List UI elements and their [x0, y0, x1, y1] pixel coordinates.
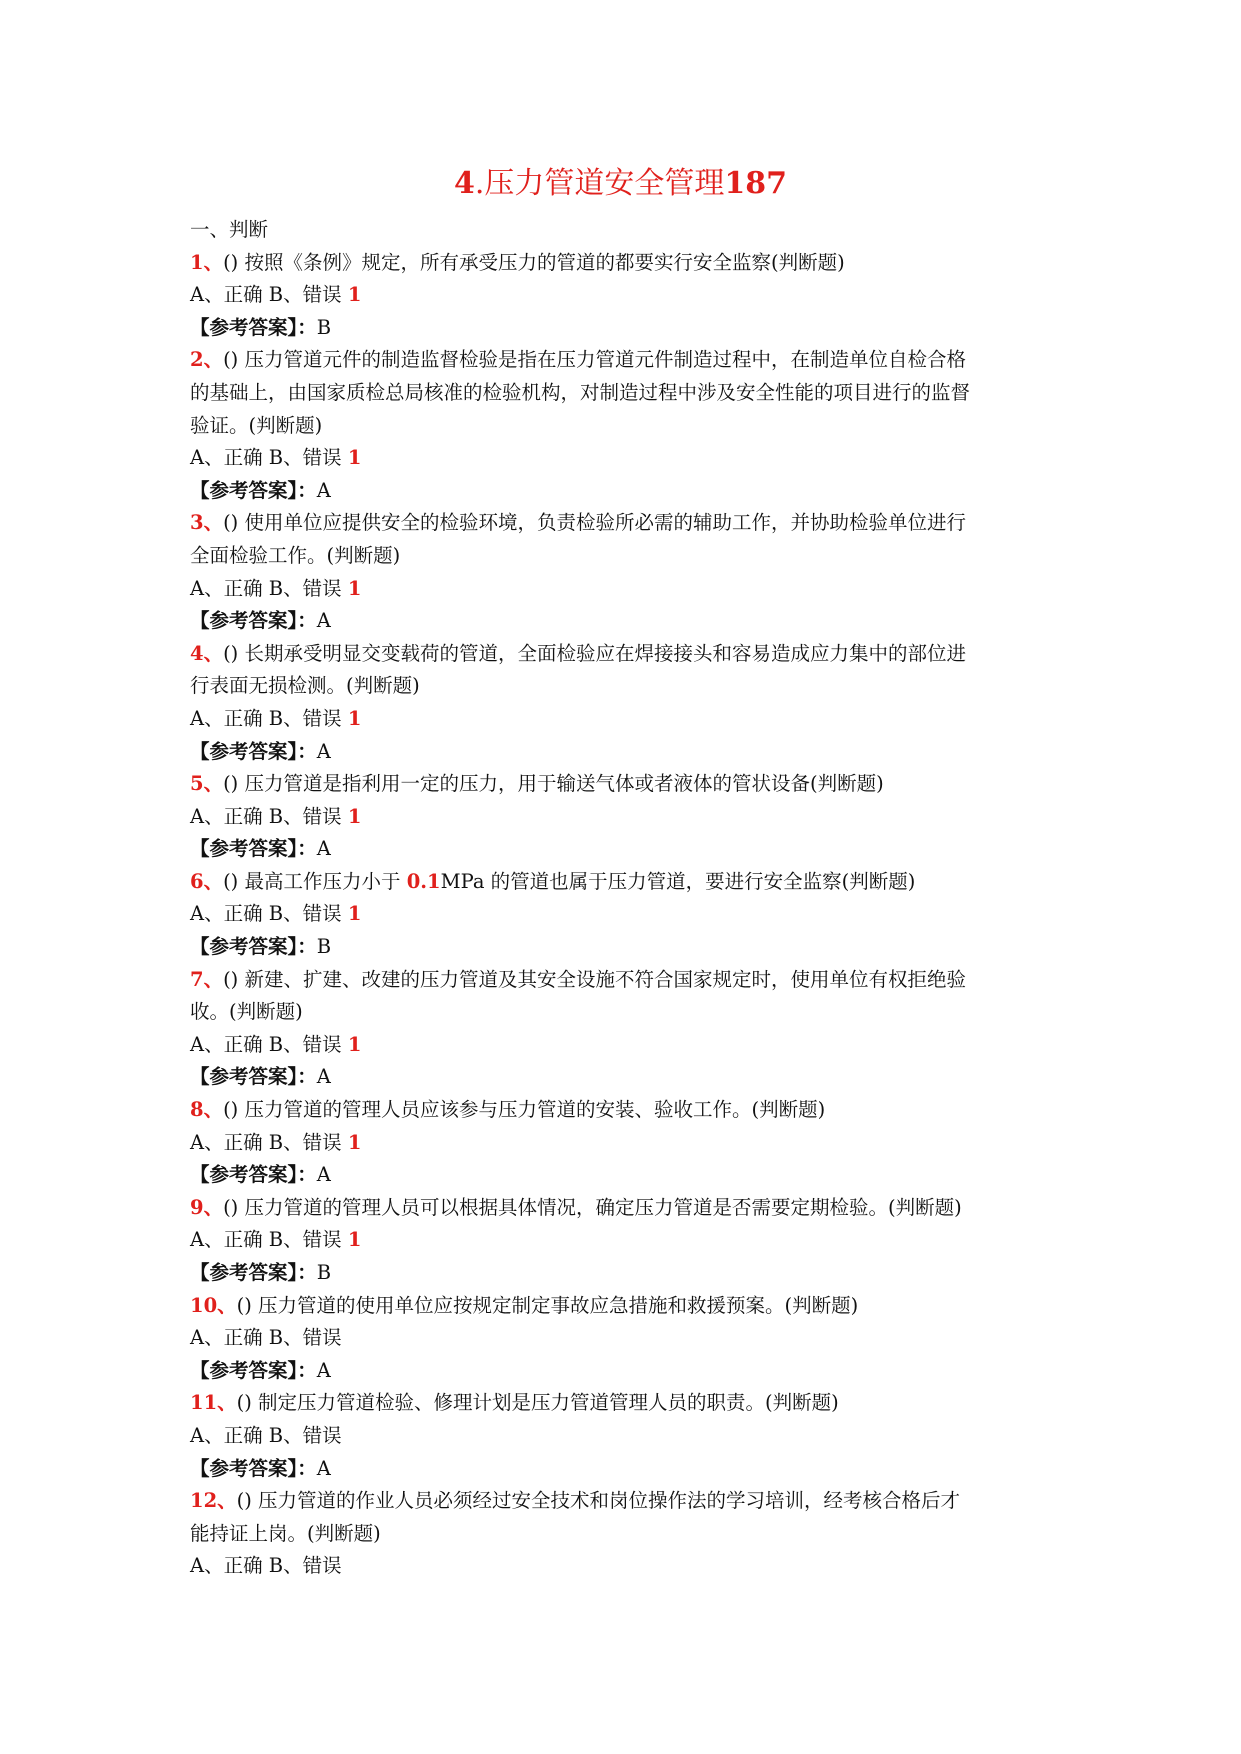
answer-label: 【参考答案】: [190, 315, 298, 339]
title-number: 4: [453, 166, 475, 201]
question-text-line: [190, 247, 1060, 280]
question-text-line: [190, 670, 1060, 703]
options-line: [190, 1322, 1060, 1355]
question-text-line: [190, 1387, 1060, 1420]
question-text: 能持证上岗。(判断题): [190, 1521, 381, 1545]
answer-colon: ：: [297, 739, 317, 763]
options-text: A、正确 B、错误: [190, 1032, 342, 1056]
question-text-line: [190, 540, 1060, 573]
answer-colon: ：: [297, 935, 317, 959]
options-text: A、正确 B、错误: [190, 1554, 342, 1578]
question-text-line: [190, 964, 1060, 997]
answer-label: 【参考答案】: [190, 935, 298, 959]
question-text: 的基础上，由国家质检总局核准的检验机构，对制造过程中涉及安全性能的项目进行的监督: [190, 380, 971, 404]
question-number: 5、: [190, 772, 224, 796]
answer-line: [190, 1159, 1060, 1192]
question-text: () 最高工作压力小于: [223, 869, 407, 893]
answer-line: [190, 605, 1060, 638]
options-text: A、正确 B、错误: [190, 283, 342, 307]
answer-colon: ：: [297, 1065, 317, 1089]
question-text: 收。(判断题): [190, 1000, 303, 1024]
question-text: () 新建、扩建、改建的压力管道及其安全设施不符合国家规定时，使用单位有权拒绝验: [223, 967, 966, 991]
answer-value: A: [316, 1065, 331, 1089]
options-line: [190, 1029, 1060, 1062]
answer-label: 【参考答案】: [190, 837, 298, 861]
option-mark: 1: [347, 1130, 362, 1154]
options-text: A、正确 B、错误: [190, 446, 342, 470]
option-mark: 1: [347, 283, 362, 307]
options-text: A、正确 B、错误: [190, 706, 342, 730]
options-line: [190, 1420, 1060, 1453]
question-text-line: [190, 344, 1060, 377]
question-text-line: [190, 638, 1060, 671]
answer-colon: ：: [297, 478, 317, 502]
answer-value: A: [316, 739, 331, 763]
section-heading: 一、判断: [190, 218, 269, 241]
answer-line: [190, 312, 1060, 345]
answer-label: 【参考答案】: [190, 1065, 298, 1089]
answer-label: 【参考答案】: [190, 1261, 298, 1284]
question-text: () 压力管道的管理人员应该参与压力管道的安装、验收工作。(判断题): [223, 1098, 826, 1122]
question-text: () 按照《条例》规定，所有承受压力的管道的都要实行安全监察(判断题): [223, 250, 845, 274]
highlighted-value: 0.1: [406, 869, 441, 893]
question-text: 行表面无损检测。(判断题): [190, 674, 420, 698]
question-text: MPa 的管道也属于压力管道，要进行安全监察(判断题): [440, 869, 916, 893]
options-text: A、正确 B、错误: [190, 576, 342, 600]
question-text: 验证。(判断题): [190, 413, 323, 437]
question-number: 2、: [190, 348, 224, 372]
option-mark: 1: [347, 446, 362, 470]
options-line: [190, 573, 1060, 606]
answer-colon: ：: [297, 1358, 317, 1382]
question-number: 4、: [190, 641, 224, 665]
question-text-line: [190, 1485, 1060, 1518]
title-text: .压力管道安全管理: [474, 166, 725, 201]
answer-value: B: [316, 935, 332, 959]
question-text-line: [190, 410, 1060, 443]
answer-line: [190, 931, 1060, 964]
question-list: [190, 214, 1060, 1583]
question-text-line: [190, 866, 1060, 899]
answer-label: 【参考答案】: [190, 609, 298, 633]
answer-colon: ：: [297, 609, 317, 633]
options-line: [190, 1550, 1060, 1583]
question-text-line: [190, 768, 1060, 801]
answer-line: [190, 1355, 1060, 1388]
answer-label: 【参考答案】: [190, 1358, 298, 1382]
question-text-line: [190, 377, 1060, 410]
options-text: A、正确 B、错误: [190, 804, 342, 828]
question-text-line: [190, 996, 1060, 1029]
question-number: 12、: [190, 1489, 237, 1513]
answer-line: [190, 833, 1060, 866]
question-text-line: [190, 1192, 1060, 1225]
answer-label: 【参考答案】: [190, 739, 298, 763]
title-code: 187: [724, 166, 788, 201]
question-number: 8、: [190, 1098, 224, 1122]
answer-label: 【参考答案】: [190, 1163, 298, 1187]
question-text-line: [190, 1290, 1060, 1323]
option-mark: 1: [347, 706, 362, 730]
answer-line: [190, 1453, 1060, 1486]
options-text: A、正确 B、错误: [190, 1228, 342, 1252]
options-text: A、正确 B、错误: [190, 1423, 342, 1447]
document-title: [0, 160, 1241, 208]
answer-colon: ：: [297, 837, 317, 861]
question-number: 3、: [190, 511, 224, 535]
options-line: [190, 898, 1060, 931]
answer-value: A: [316, 478, 331, 502]
answer-colon: ：: [297, 1456, 317, 1480]
question-text: () 压力管道的使用单位应按规定制定事故应急措施和救援预案。(判断题): [236, 1293, 859, 1317]
answer-colon: ：: [297, 1261, 317, 1284]
answer-value: A: [316, 837, 331, 861]
question-number: 11、: [190, 1391, 237, 1415]
question-text: () 长期承受明显交变载荷的管道，全面检验应在焊接接头和容易造成应力集中的部位进: [223, 641, 966, 665]
answer-line: [190, 1257, 1060, 1290]
answer-value: A: [316, 609, 331, 633]
option-mark: 1: [347, 1032, 362, 1056]
question-text: () 压力管道是指利用一定的压力，用于输送气体或者液体的管状设备(判断题): [223, 772, 884, 796]
options-text: A、正确 B、错误: [190, 902, 342, 926]
question-text: () 使用单位应提供安全的检验环境，负责检验所必需的辅助工作，并协助检验单位进行: [223, 511, 966, 535]
answer-line: [190, 475, 1060, 508]
question-text: () 压力管道元件的制造监督检验是指在压力管道元件制造过程中，在制造单位自检合格: [223, 348, 966, 372]
option-mark: 1: [347, 902, 362, 926]
options-text: A、正确 B、错误: [190, 1130, 342, 1154]
option-mark: 1: [347, 576, 362, 600]
answer-label: 【参考答案】: [190, 478, 298, 502]
answer-value: A: [316, 1456, 331, 1480]
option-mark: 1: [347, 1228, 362, 1252]
question-text: () 压力管道的管理人员可以根据具体情况，确定压力管道是否需要定期检验。(判断题): [223, 1195, 962, 1219]
options-line: [190, 442, 1060, 475]
answer-value: B: [316, 1261, 332, 1284]
question-number: 1、: [190, 250, 224, 274]
options-line: [190, 801, 1060, 834]
answer-colon: ：: [297, 1163, 317, 1187]
options-line: [190, 1224, 1060, 1257]
question-text: 全面检验工作。(判断题): [190, 543, 401, 567]
question-text-line: [190, 1518, 1060, 1551]
option-mark: 1: [347, 804, 362, 828]
options-line: [190, 703, 1060, 736]
question-text-line: [190, 1094, 1060, 1127]
question-text: () 压力管道的作业人员必须经过安全技术和岗位操作法的学习培训，经考核合格后才: [236, 1489, 961, 1513]
answer-label: 【参考答案】: [190, 1456, 298, 1480]
answer-line: [190, 736, 1060, 769]
options-text: A、正确 B、错误: [190, 1326, 342, 1350]
question-number: 10、: [190, 1293, 237, 1317]
options-line: [190, 279, 1060, 312]
answer-value: B: [316, 315, 332, 339]
answer-value: A: [316, 1163, 331, 1187]
answer-value: A: [316, 1358, 331, 1382]
question-number: 6、: [190, 869, 224, 893]
answer-line: [190, 1061, 1060, 1094]
answer-colon: ：: [297, 315, 317, 339]
question-number: 7、: [190, 967, 224, 991]
options-line: [190, 1127, 1060, 1160]
question-text-line: [190, 507, 1060, 540]
question-number: 9、: [190, 1195, 224, 1219]
question-text: () 制定压力管道检验、修理计划是压力管道管理人员的职责。(判断题): [236, 1391, 839, 1415]
